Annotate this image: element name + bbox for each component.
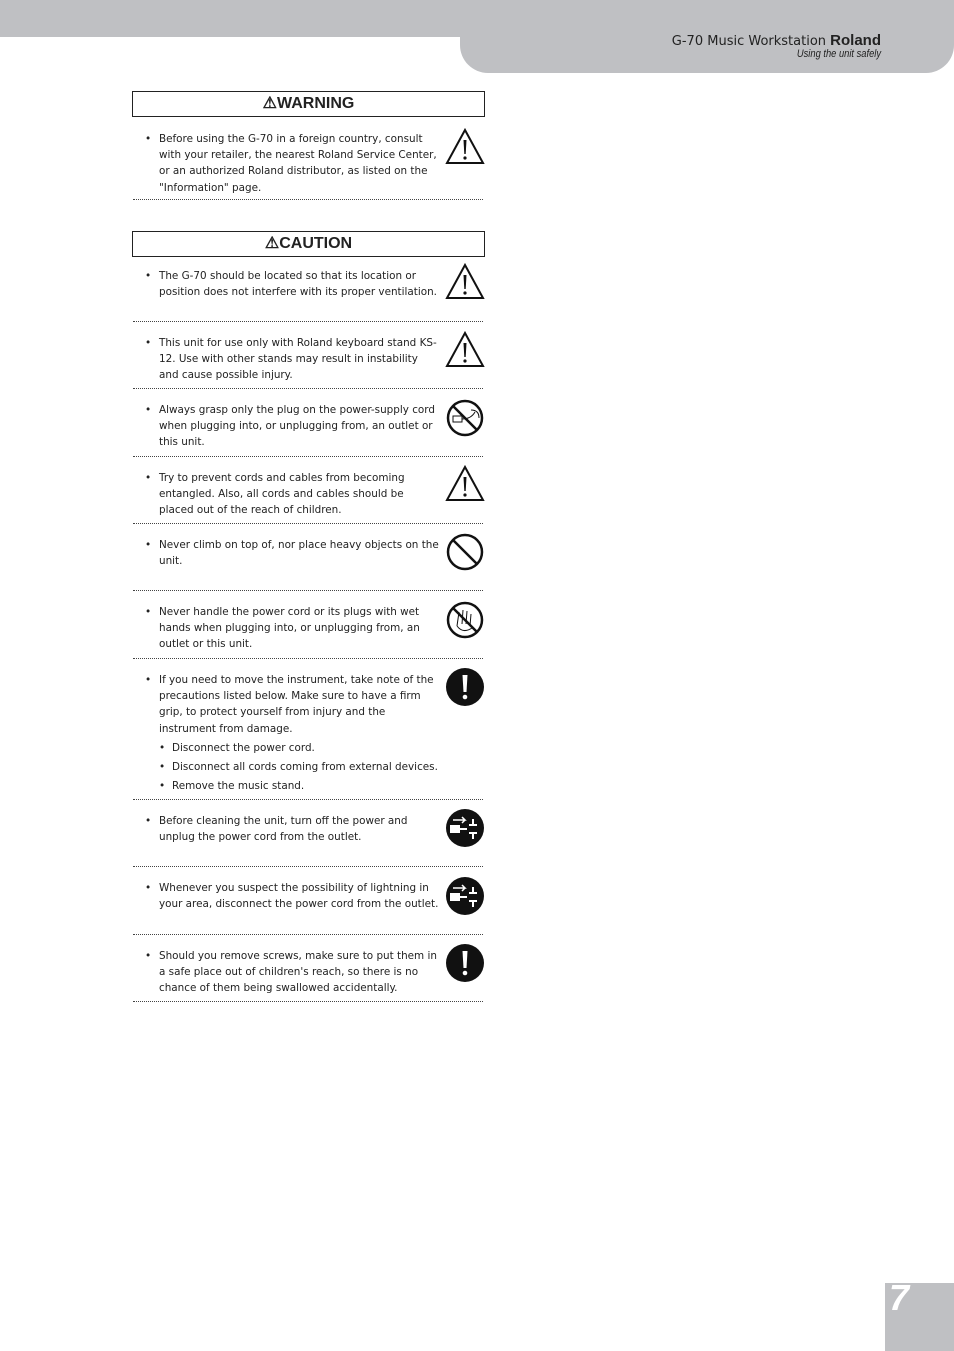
warning-triangle-icon	[445, 464, 485, 504]
divider	[133, 658, 483, 659]
item-text: The G-70 should be located so that its location or position does not interfere with its proper ventilation.	[159, 270, 437, 299]
section-title: Using the unit safely	[796, 48, 881, 60]
bullet: •	[145, 950, 152, 962]
item-text: Always grasp only the plug on the power-supply cord when plugging into, or unplugging from, an outlet or this unit.	[159, 404, 435, 449]
safety-item	[145, 948, 440, 997]
warning-triangle-icon	[445, 330, 485, 370]
bullet: •	[145, 674, 152, 686]
divider	[133, 388, 483, 389]
unplug-icon	[445, 876, 485, 916]
item-text: If you need to move the instrument, take note of the precautions listed below. Make sure to have a firm grip, to protect yourself from injury and the instrument from damage.	[159, 674, 434, 735]
bullet: •	[145, 815, 152, 827]
mandatory-icon	[445, 667, 485, 707]
warning-label: WARNING	[277, 95, 355, 112]
safety-item	[145, 537, 440, 569]
item-text: Should you remove screws, make sure to put them in a safe place out of children's reach, so there is no chance of them being swallowed accidentally.	[159, 950, 437, 995]
safety-item	[145, 470, 440, 519]
item-text: Try to prevent cords and cables from becoming entangled. Also, all cords and cables should be placed out of the reach of children.	[159, 472, 405, 517]
bullet: •	[145, 539, 152, 551]
safety-item	[145, 402, 440, 451]
divider	[133, 199, 483, 200]
bullet: •	[145, 133, 152, 145]
warning-header	[132, 91, 485, 117]
safety-item	[145, 335, 440, 384]
prohibit-plug-icon	[445, 398, 485, 438]
divider	[133, 321, 483, 322]
item-text: Never climb on top of, nor place heavy objects on the unit.	[159, 539, 439, 568]
header-title	[672, 32, 881, 49]
divider	[133, 523, 483, 524]
page-number-box	[885, 1277, 954, 1351]
divider	[133, 799, 483, 800]
mandatory-icon	[445, 943, 485, 983]
divider	[133, 866, 483, 867]
warning-triangle-icon	[445, 127, 485, 167]
unplug-icon	[445, 808, 485, 848]
divider	[133, 590, 483, 591]
bullet: •	[145, 270, 152, 282]
sub-item: • Remove the music stand.	[159, 780, 305, 793]
caution-label: CAUTION	[279, 235, 353, 252]
item-text: Never handle the power cord or its plugs with wet hands when plugging into, or unplugging from, an outlet or this unit.	[159, 606, 420, 651]
prohibit-wet-hands-icon	[445, 600, 485, 640]
caution-small-icon: ⚠	[264, 235, 280, 252]
safety-item	[145, 813, 440, 845]
safety-item	[145, 604, 440, 653]
caution-header	[132, 231, 485, 257]
prohibit-icon	[445, 532, 485, 572]
safety-item	[145, 672, 440, 794]
safety-item	[145, 131, 440, 196]
bullet: •	[145, 337, 152, 349]
warning-triangle-icon	[445, 262, 485, 302]
divider	[133, 934, 483, 935]
safety-item	[145, 268, 440, 300]
bullet: •	[145, 404, 152, 416]
divider	[133, 456, 483, 457]
warning-small-icon: ⚠	[262, 95, 277, 112]
page-number: 7	[889, 1277, 910, 1318]
item-text: Whenever you suspect the possibility of lightning in your area, disconnect the power cord from the outlet.	[159, 882, 439, 911]
bullet: •	[145, 606, 152, 618]
divider	[133, 1001, 483, 1002]
header-tab	[460, 0, 954, 73]
sub-item: • Disconnect the power cord.	[159, 741, 315, 754]
bullet: •	[145, 882, 152, 894]
item-text: Before using the G-70 in a foreign country, consult with your retailer, the nearest Roland Service Center, or an authorized Roland distributor, as listed on the "Information" page.	[159, 133, 437, 194]
bullet: •	[145, 472, 152, 484]
brand-logo: Roland	[830, 32, 881, 49]
item-text: This unit for use only with Roland keyboard stand KS-12. Use with other stands may result in instability and cause possible injury.	[159, 337, 437, 382]
item-text: Before cleaning the unit, turn off the power and unplug the power cord from the outlet.	[159, 815, 408, 844]
product-name: G-70 Music Workstation	[671, 34, 827, 49]
safety-item	[145, 880, 440, 912]
sub-item: • Disconnect all cords coming from external devices.	[159, 761, 438, 774]
